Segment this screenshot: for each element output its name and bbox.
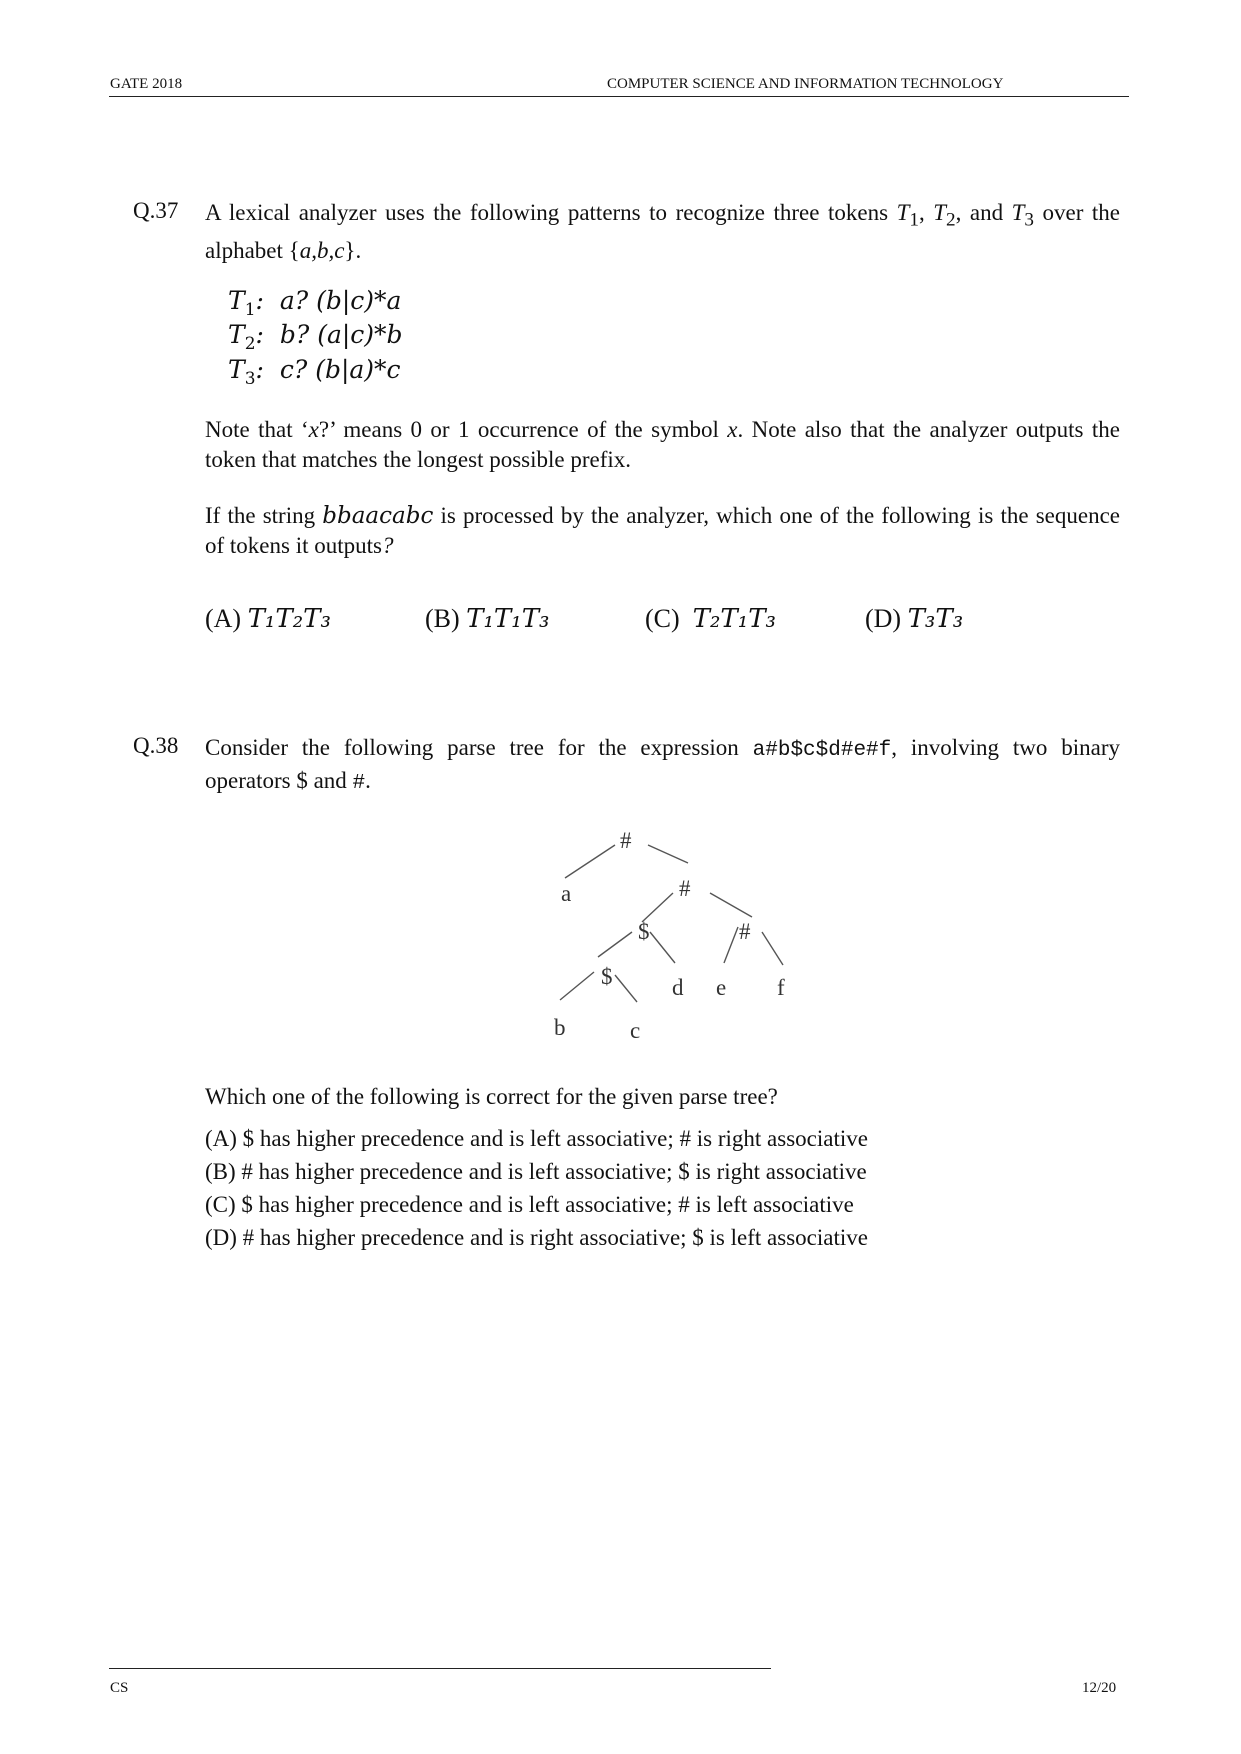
pattern-t2: $T_2$: b? (a|c)*b [228, 320, 403, 354]
q38-option-a[interactable]: (A) $ has higher precedence and is left associative; # is right associative [205, 1126, 868, 1151]
q37-number: Q.37 [133, 198, 179, 223]
q38-option-c[interactable]: (C) $ has higher precedence and is left associative; # is left associative [205, 1192, 854, 1217]
q37-option-d[interactable]: (D) T₃T₃ [865, 604, 964, 634]
header-right: COMPUTER SCIENCE AND INFORMATION TECHNOLOGY [607, 76, 1004, 92]
edge-dollar2-b [560, 972, 594, 1000]
footer-left: CS [110, 1680, 129, 1696]
q38-number: Q.38 [133, 733, 179, 758]
node-hash3: # [739, 919, 751, 944]
edge-root-a [565, 845, 615, 878]
node-e: e [716, 975, 727, 1000]
edge-root-hash2 [648, 845, 688, 863]
node-c: c [630, 1018, 641, 1043]
node-hash2: # [679, 876, 691, 901]
pattern-t3: $T_3$: c? (b|a)*c [228, 355, 401, 389]
parse-tree-diagram [520, 820, 820, 1050]
node-a: a [561, 881, 572, 906]
q38-question: Which one of the following is correct for the given parse tree? [205, 1084, 778, 1109]
edge-dollar1-dollar2 [598, 932, 632, 957]
footer-rule [109, 1668, 771, 1669]
edge-hash3-f [762, 932, 783, 965]
edge-hash2-hash3 [710, 893, 752, 917]
q37-ask: If the string bbaacabc is processed by the analyzer, which one of the following is the sequence of tokens it outputs? [205, 503, 1120, 558]
header-rule [109, 96, 1129, 97]
header-left: GATE 2018 [110, 76, 183, 92]
q37-option-b[interactable]: (B) T₁T₁T₃ [425, 604, 550, 634]
q37-option-a[interactable]: (A) T₁T₂T₃ [205, 604, 331, 634]
q37-option-c[interactable]: (C) T₂T₁T₃ [645, 604, 776, 634]
pattern-t1: $T_1$: a? (b|c)*a [228, 286, 402, 320]
q38-option-b[interactable]: (B) # has higher precedence and is left associative; $ is right associative [205, 1159, 867, 1184]
q38-intro: Consider the following parse tree for the expression a#b$c$d#e#f, involving two binary operators $ and #. [205, 735, 1120, 795]
edge-dollar1-d [650, 932, 675, 963]
node-root-hash: # [620, 828, 632, 853]
q38-option-d[interactable]: (D) # has higher precedence and is right associative; $ is left associative [205, 1225, 868, 1250]
node-dollar2: $ [601, 964, 613, 989]
node-f: f [777, 975, 785, 1000]
edge-dollar2-c [615, 975, 637, 1002]
node-dollar1: $ [638, 919, 650, 944]
edge-hash2-dollar1 [642, 893, 673, 922]
page-number: 12/20 [1082, 1680, 1117, 1696]
node-b: b [554, 1015, 566, 1040]
node-d: d [672, 975, 684, 1000]
edge-hash3-e [724, 927, 738, 963]
q37-note: Note that ‘x?’ means 0 or 1 occurrence of the symbol x. Note also that the analyzer outputs the token that matches the longest possible prefix. [205, 417, 1120, 472]
q37-intro: A lexical analyzer uses the following patterns to recognize three tokens $T_1$, $T_2$, and $T_3$ over the alphabet {a,b,c}. [205, 200, 1121, 263]
